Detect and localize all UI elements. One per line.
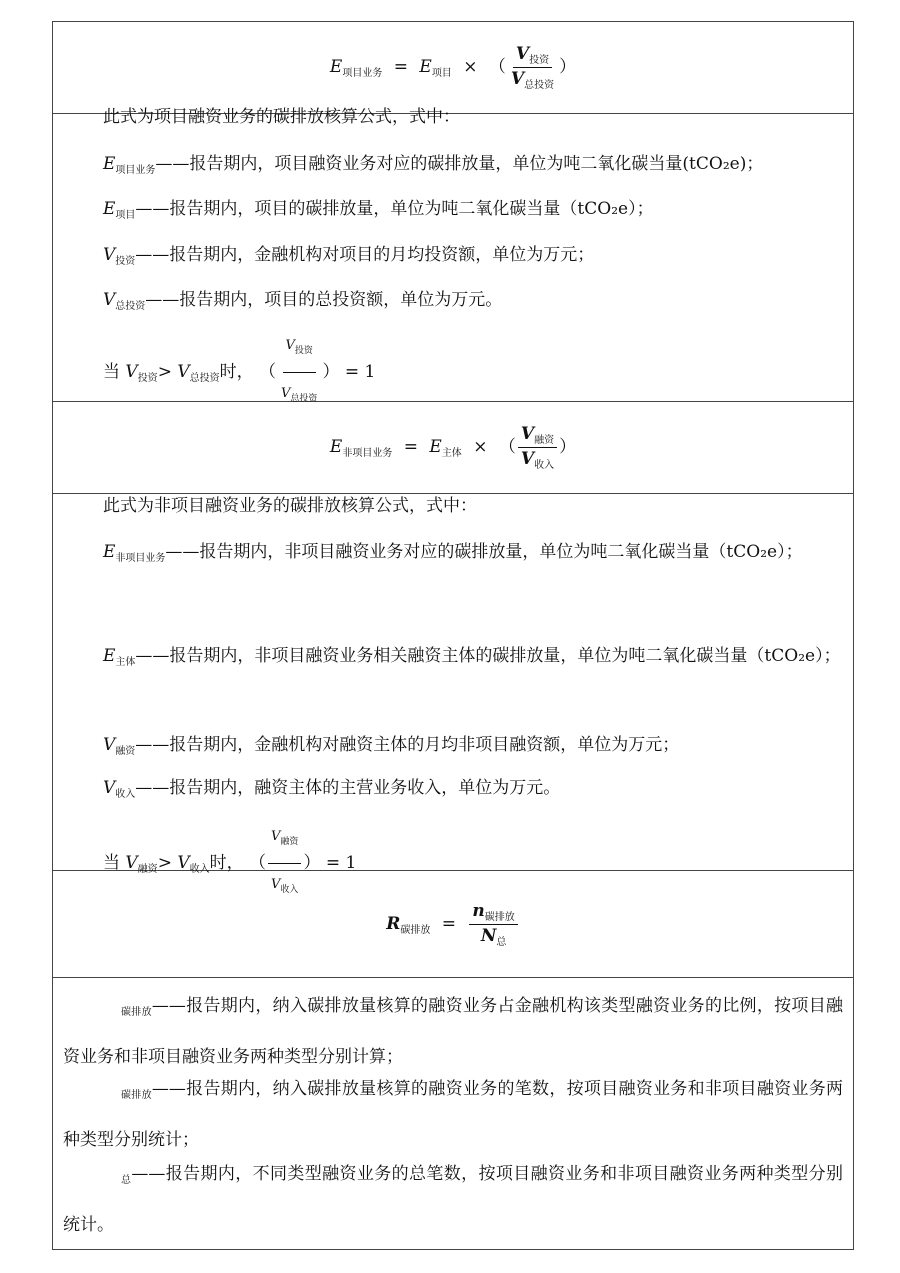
equals-sign: = <box>393 57 408 77</box>
fraction: $\frac{V_{融资}}{V_{收入}}$ <box>268 817 301 910</box>
definition-paragraph: $_总$——报告期内，不同类型融资业务的总笔数，按项目融资业务和非项目融资业务两种类型分别统计。 <box>63 1164 843 1235</box>
definition-line: $V_{融资}——$报告期内，金融机构对融资主体的月均非项目融资额，单位为万元； <box>103 735 680 757</box>
formula-row-project <box>53 22 853 114</box>
definition-line: $V_{收入}——$报告期内，融资主体的主营业务收入，单位为万元。 <box>103 778 561 800</box>
definition-paragraph: $E_{主体}——$报告期内，非项目融资业务相关融资主体的碳排放量，单位为吨二氧化碳当量（tCO₂e）； <box>103 646 841 668</box>
times-sign: × <box>463 57 478 77</box>
formula-project <box>330 44 576 91</box>
paren: （ <box>488 57 506 77</box>
subscript: 项目业务 <box>342 68 383 79</box>
description-row-ratio <box>53 978 853 1250</box>
fraction: $\frac{n_{碳排放}}{N_总}$ <box>469 901 517 948</box>
condition-line: 当 $V_{融资}> V_{收入}$时， （ $\frac{V_{融资}}{V_{收入}}$ ） = 1 <box>103 817 356 910</box>
description-row-project <box>53 107 853 404</box>
subscript: 总投资 <box>524 80 555 91</box>
intro-text: 此式为项目融资业务的碳排放核算公式，式中： <box>103 107 460 127</box>
symbol: E <box>419 57 432 77</box>
symbol: E <box>329 57 343 77</box>
definition-line: $E_{项目业务}——$报告期内，项目融资业务对应的碳排放量，单位为吨二氧化碳当量(tCO₂e)； <box>103 154 764 176</box>
subscript: 投资 <box>529 55 550 66</box>
condition-line: 当 $V_{投资}> V_{总投资}$时， （ $\frac{V_{投资}}{V_{总投资}}$ ） = 1 <box>103 326 375 419</box>
symbol: V <box>510 69 525 89</box>
definition-line: $V_{投资}——$报告期内，金融机构对项目的月均投资额，单位为万元； <box>103 245 595 267</box>
formula-nonproject: $E_{非项目业务} = E_{主体}$ × （ $\frac{V_{融资}}{V_{收入}}$ ） <box>329 424 577 471</box>
definition-paragraph: $_{碳排放}$——报告期内，纳入碳排放量核算的融资业务占金融机构该类型融资业务的比例，按项目融资业务和非项目融资业务两种类型分别计算； <box>63 996 844 1067</box>
symbol: V <box>515 44 530 64</box>
formula-ratio: $R_{碳排放}$ = $\frac{n_{碳排放}}{N_总}$ <box>386 901 520 948</box>
formula-row-nonproject <box>53 402 853 494</box>
definition-paragraph: $E_{非项目业务}——$报告期内，非项目融资业务对应的碳排放量，单位为吨二氧化碳当量（tCO₂e）； <box>103 542 803 564</box>
fraction: $\frac{V_{投资}}{V_{总投资}}$ <box>278 326 320 419</box>
paren: ） <box>559 57 577 77</box>
definition-paragraph: $_{碳排放}$——报告期内，纳入碳排放量核算的融资业务的笔数，按项目融资业务和非项目融资业务两种类型分别统计； <box>63 1079 844 1150</box>
definition-line: $V_{总投资}——$报告期内，项目的总投资额，单位为万元。 <box>103 290 503 312</box>
description-row-nonproject <box>53 494 853 895</box>
fraction <box>508 44 557 91</box>
definition-line: $E_{项目}——$报告期内，项目的碳排放量，单位为吨二氧化碳当量（tCO₂e）； <box>103 199 654 221</box>
formula-row-ratio <box>53 871 853 978</box>
formula-table <box>52 21 854 1250</box>
subscript: 项目 <box>431 68 452 79</box>
fraction: $\frac{V_{融资}}{V_{收入}}$ <box>518 424 557 471</box>
intro-text: 此式为非项目融资业务的碳排放核算公式，式中： <box>103 496 477 516</box>
